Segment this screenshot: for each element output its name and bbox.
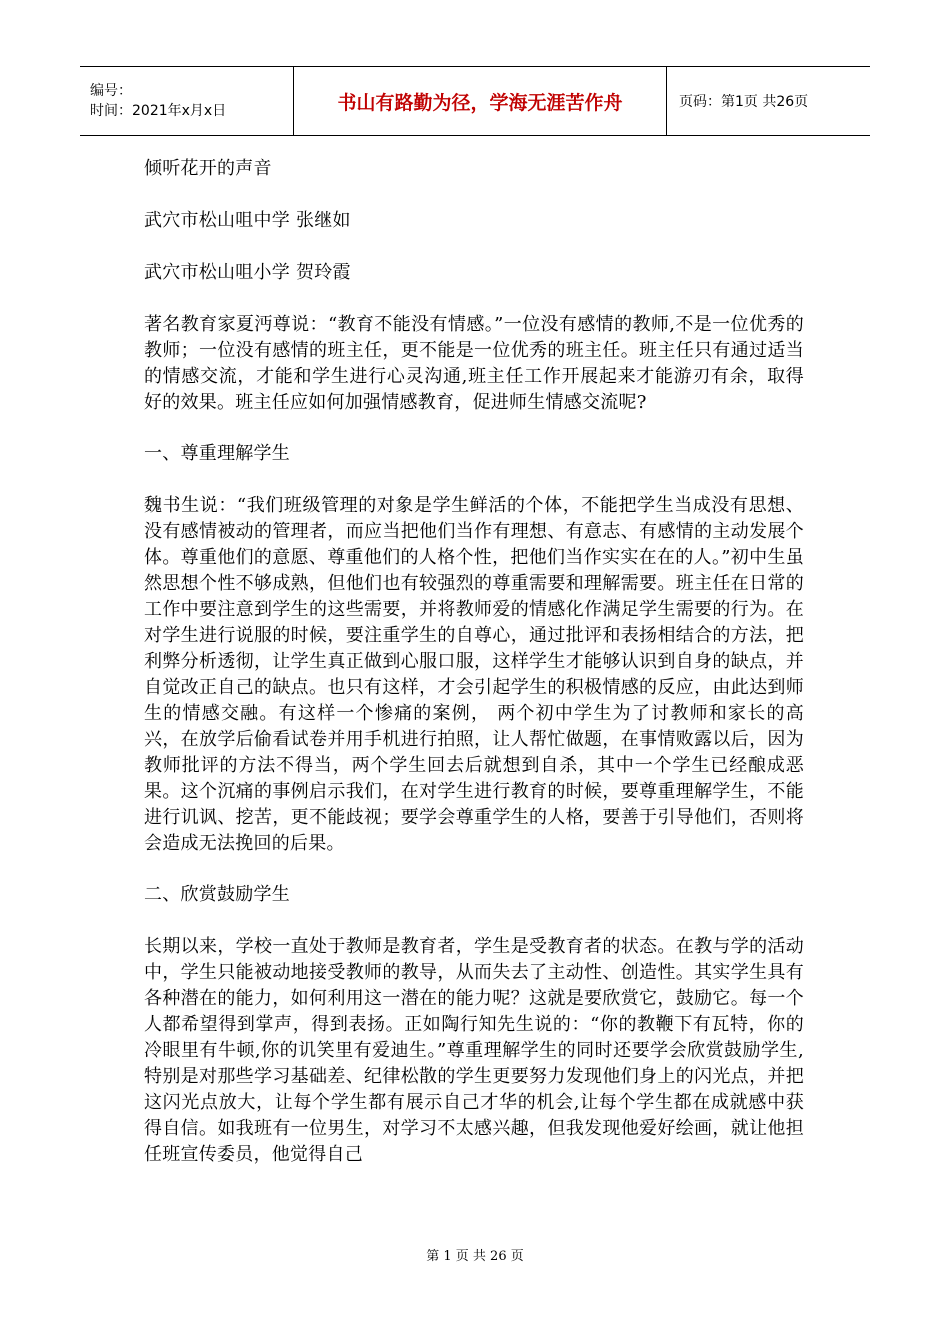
page-footer: 第 1 页 共 26 页 bbox=[426, 1249, 524, 1264]
document-date-label: 时间：2021年x月x日 bbox=[90, 103, 227, 119]
document-body bbox=[144, 156, 804, 1193]
section-2-paragraph: 长期以来，学校一直处于教师是教育者，学生是受教育者的状态。在教与学的活动中，学生只能被动地接受教师的教导，从而失去了主动性、创造性。其实学生具有各种潜在的能力，如何利用这一潜在的能力呢？这就是要欣赏它，鼓励它。每一个人都希望得到掌声，得到表扬。正如陶行知先生说的：“你的教鞭下有瓦特，你的冷眼里有牛顿,你的讥笑里有爱迪生。”尊重理解学生的同时还要学会欣赏鼓励学生,特别是对那些学习基础差、纪律松散的学生更要努力发现他们身上的闪光点，并把这闪光点放大，让每个学生都有展示自己才华的机会,让每个学生都在成就感中获得自信。如我班有一位男生，对学习不太感兴趣，但我发现他爱好绘画，就让他担任班宣传委员，他觉得自己 bbox=[144, 936, 804, 1165]
document-header bbox=[80, 66, 870, 136]
header-meta-cell bbox=[80, 67, 294, 136]
section-1-heading: 一、尊重理解学生 bbox=[144, 443, 290, 464]
document-number-label: 编号： bbox=[90, 83, 132, 99]
header-motto: 书山有路勤为径，学海无涯苦作舟 bbox=[294, 67, 667, 136]
intro-paragraph: 著名教育家夏沔尊说：“教育不能没有情感。”一位没有感情的教师,不是一位优秀的教师；一位没有感情的班主任，更不能是一位优秀的班主任。班主任只有通过适当的情感交流，才能和学生进行心灵沟通,班主任工作开展起来才能游刃有余，取得好的效果。班主任应如何加强情感教育，促进师生情感交流呢? bbox=[144, 314, 804, 413]
section-1-paragraph: 魏书生说：“我们班级管理的对象是学生鲜活的个体，不能把学生当成没有思想、没有感情被动的管理者，而应当把他们当作有理想、有意志、有感情的主动发展个体。尊重他们的意愿、尊重他们的人格个性，把他们当作实实在在的人。”初中生虽然思想个性不够成熟，但他们也有较强烈的尊重需要和理解需要。班主任在日常的工作中要注意到学生的这些需要，并将教师爱的情感化作满足学生需要的行为。在对学生进行说服的时候，要注重学生的自尊心，通过批评和表扬相结合的方法，把利弊分析透彻，让学生真正做到心服口服，这样学生才能够认识到自身的缺点，并自觉改正自己的缺点。也只有这样，才会引起学生的积极情感的反应，由此达到师生的情感交融。有这样一个惨痛的案例， 两个初中学生为了讨教师和家长的高兴，在放学后偷看试卷并用手机进行拍照，让人帮忙做题，在事情败露以后，因为教师批评的方法不得当，两个学生回去后就想到自杀，其中一个学生已经酿成恶果。这个沉痛的事例启示我们，在对学生进行教育的时候，要尊重理解学生，不能进行讥讽、挖苦，更不能歧视；要学会尊重学生的人格，要善于引导他们，否则将会造成无法挽回的后果。 bbox=[144, 495, 804, 854]
header-page-label: 页码：第1页 共26页 bbox=[667, 67, 871, 136]
section-2-heading: 二、欣赏鼓励学生 bbox=[144, 884, 290, 905]
author-line-1: 武穴市松山咀中学 张继如 bbox=[144, 210, 351, 231]
document-title: 倾听花开的声音 bbox=[144, 158, 272, 179]
author-line-2: 武穴市松山咀小学 贺玲霞 bbox=[144, 262, 351, 283]
